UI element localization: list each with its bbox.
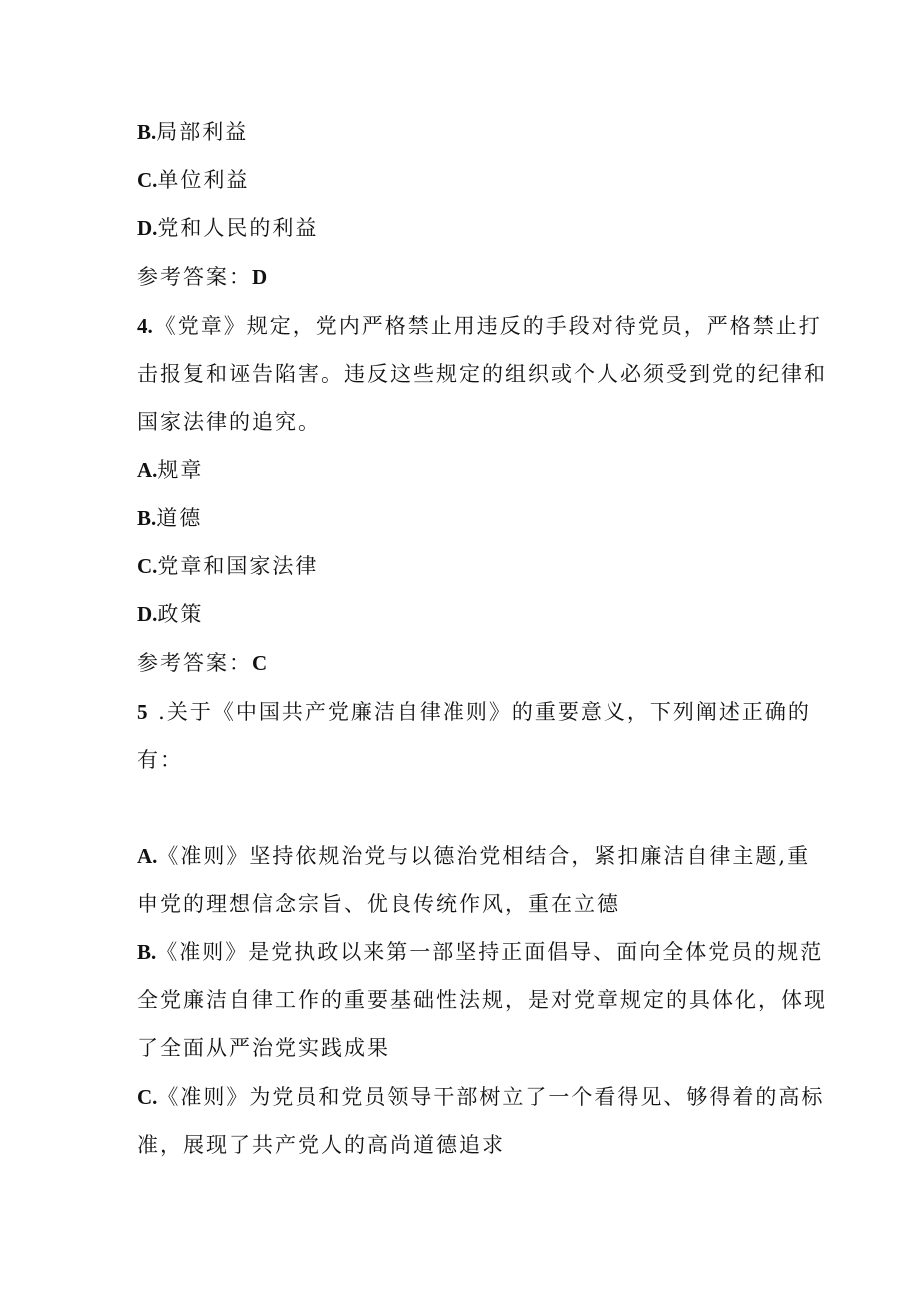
option-text: 局部利益 — [156, 120, 249, 144]
answer-label: 参考答案： — [137, 651, 252, 675]
q3-option-b — [137, 119, 790, 145]
question-number: 5 — [137, 700, 148, 724]
q5-option-b-line-3 — [137, 1035, 790, 1061]
option-text: 党和人民的利益 — [157, 216, 319, 240]
q5-option-b-line-1 — [137, 939, 824, 965]
option-text: 准，展现了共产党人的高尚道德追求 — [137, 1133, 505, 1157]
option-letter: C. — [137, 554, 158, 578]
q5-option-c-line-2 — [137, 1132, 790, 1158]
q4-answer — [137, 650, 790, 676]
q4-stem-line-1 — [137, 313, 822, 339]
stem-text: .关于《中国共产党廉洁自律准则》的重要意义，下列阐述正确的 — [149, 700, 811, 724]
answer-value: D — [252, 265, 268, 289]
q4-option-d — [137, 601, 790, 627]
q3-answer — [137, 264, 790, 290]
q5-stem-line-1 — [137, 699, 811, 725]
option-text: 全党廉洁自律工作的重要基础性法规，是对党章规定的具体化，体现 — [137, 988, 827, 1012]
question-number: 4. — [137, 314, 153, 338]
option-letter: D. — [137, 602, 158, 626]
option-letter: A. — [137, 458, 158, 482]
option-letter: A. — [137, 844, 158, 868]
option-text: 单位利益 — [157, 168, 250, 192]
option-letter: C. — [137, 1085, 158, 1109]
answer-label: 参考答案： — [137, 265, 252, 289]
option-letter: B. — [137, 940, 157, 964]
q4-option-b — [137, 505, 790, 531]
q5-option-a-line-2 — [137, 891, 790, 917]
q4-stem-line-2 — [137, 361, 827, 387]
option-text: 申党的理想信念宗旨、优良传统作风，重在立德 — [137, 892, 620, 916]
answer-value: C — [252, 651, 268, 675]
option-text: 《准则》是党执政以来第一部坚持正面倡导、面向全体党员的规范 — [156, 940, 824, 964]
option-text: 规章 — [157, 458, 204, 482]
q3-option-c — [137, 167, 790, 193]
option-letter: D. — [137, 216, 158, 240]
option-letter: C. — [137, 168, 158, 192]
q5-stem-line-2 — [137, 747, 790, 773]
stem-text: 击报复和诬告陷害。违反这些规定的组织或个人必须受到党的纪律和 — [137, 362, 827, 386]
q5-option-b-line-2 — [137, 987, 827, 1013]
option-text: 了全面从严治党实践成果 — [137, 1036, 390, 1060]
q5-option-c-line-1 — [137, 1084, 825, 1110]
q4-option-a — [137, 457, 790, 483]
option-text: 政策 — [157, 602, 204, 626]
option-text: 党章和国家法律 — [157, 554, 319, 578]
option-text: 《准则》坚持依规治党与以德治党相结合，紧扣廉洁自律主题,重 — [157, 844, 811, 868]
q4-stem-line-3 — [137, 409, 790, 435]
option-text: 道德 — [156, 506, 203, 530]
q4-option-c — [137, 553, 790, 579]
stem-text: 《党章》规定，党内严格禁止用违反的手段对待党员，严格禁止打 — [154, 314, 822, 338]
option-text: 《准则》为党员和党员领导干部树立了一个看得见、够得着的高标 — [157, 1085, 825, 1109]
option-letter: B. — [137, 506, 157, 530]
q3-option-d — [137, 215, 790, 241]
q5-option-a-line-1 — [137, 843, 811, 869]
stem-text: 有： — [137, 748, 183, 772]
option-letter: B. — [137, 120, 157, 144]
stem-text: 国家法律的追究。 — [137, 410, 321, 434]
